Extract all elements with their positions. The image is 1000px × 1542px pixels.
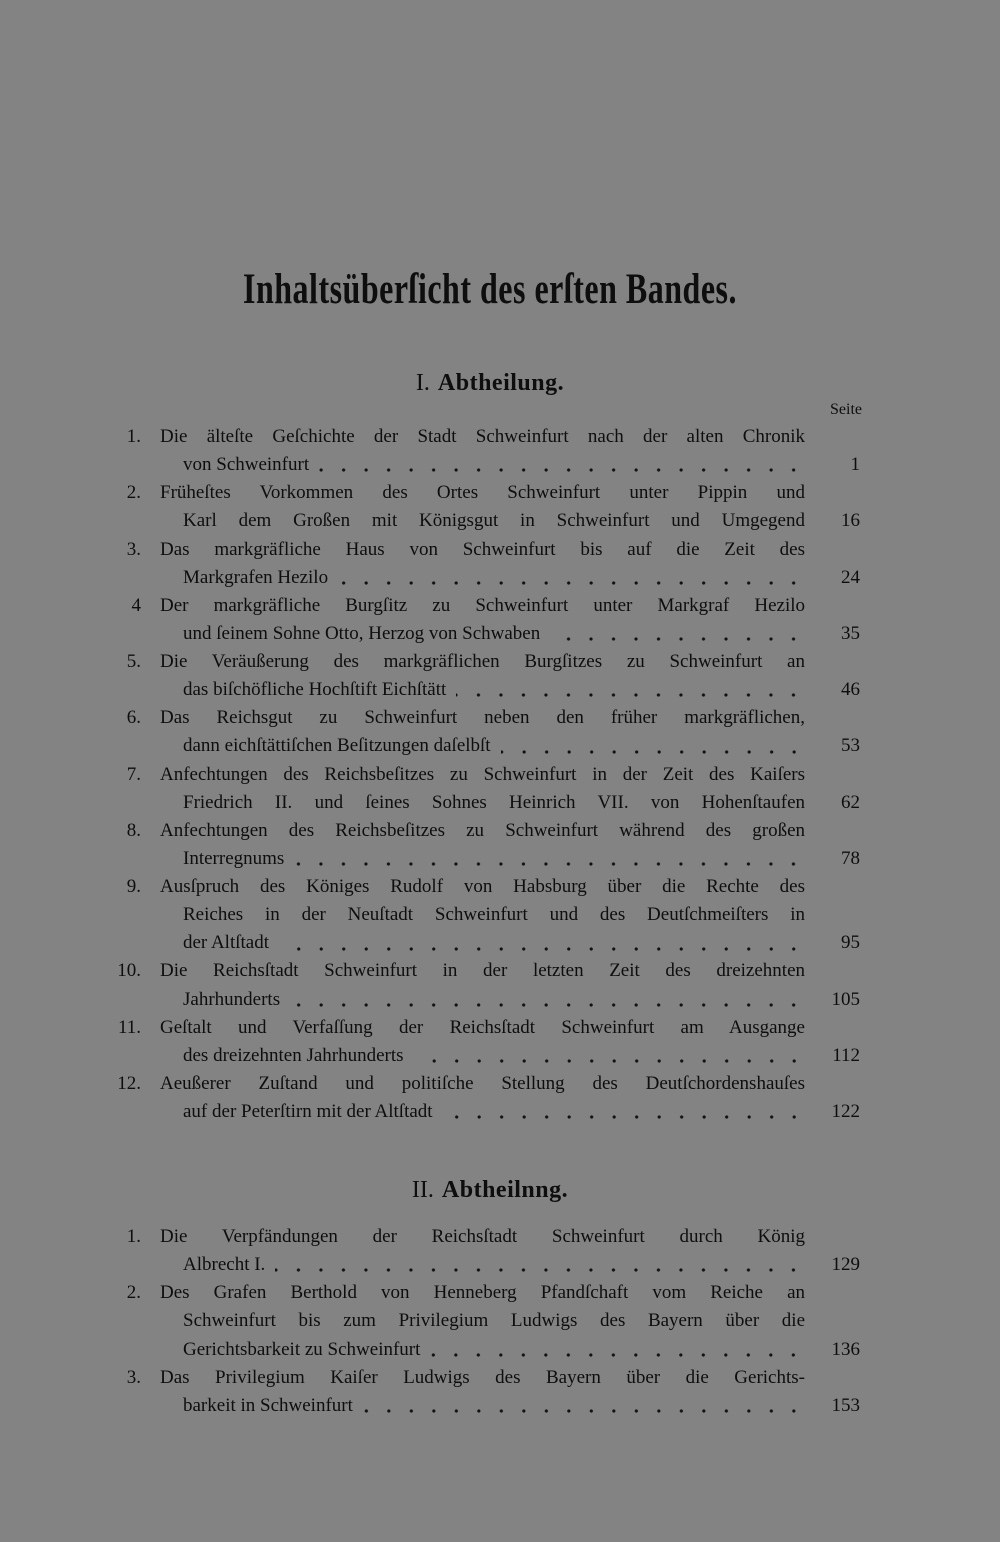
toc-entry xyxy=(0,1364,1000,1420)
section-heading xyxy=(0,368,980,398)
entry-text: Das Privilegium Kaiſer Ludwigs des Bayern über die Gerichts- xyxy=(160,1366,805,1388)
page-column-label: Seite xyxy=(830,401,862,418)
entry-text: Des Grafen Berthold von Henneberg Pfandſchaft vom Reiche an xyxy=(160,1282,805,1304)
page-number: 95 xyxy=(841,932,860,954)
toc-list xyxy=(0,1223,1000,1420)
entry-line xyxy=(183,1307,805,1335)
entry-text: Ausſpruch des Königes Rudolf von Habsburg über die Rechte des xyxy=(160,876,805,897)
entry-text: des dreizehnten Jahrhunderts xyxy=(183,1044,404,1066)
dot-leader xyxy=(290,986,805,1014)
entry-line xyxy=(183,564,860,592)
entry-line xyxy=(160,423,805,451)
entry-number: 2. xyxy=(126,1282,141,1304)
dot-leader xyxy=(443,1098,805,1126)
entry-text: Geſtalt und Verfaſſung der Reichsſtadt Schweinfurt am Ausgange xyxy=(160,1016,805,1038)
dot-leader xyxy=(414,1042,805,1070)
entry-text: Karl dem Großen mit Königsgut in Schweinfurt und Umgegend xyxy=(183,510,805,532)
entry-text: Anfechtungen des Reichsbeſitzes zu Schweinfurt während des großen xyxy=(160,819,805,841)
entry-text: dann eichſtättiſchen Beſitzungen daſelbſt xyxy=(183,735,491,757)
entry-number: 5. xyxy=(126,651,141,672)
page-number: 136 xyxy=(831,1338,860,1360)
entry-number: 2. xyxy=(126,482,141,504)
entry-text: Früheſtes Vorkommen des Ortes Schweinfurt unter Pippin und xyxy=(160,482,805,504)
toc-entry xyxy=(0,423,1000,479)
dot-leader xyxy=(550,620,805,648)
dot-leader xyxy=(363,1392,805,1420)
entry-number: 1. xyxy=(126,1226,141,1247)
dot-leader xyxy=(294,845,805,873)
toc-entry xyxy=(0,536,1000,592)
entry-number: 12. xyxy=(117,1072,141,1094)
entry-number: 9. xyxy=(126,876,141,897)
toc-entry xyxy=(0,817,1000,873)
page-number: 78 xyxy=(841,847,860,869)
page-number: 129 xyxy=(831,1254,860,1276)
toc-entry xyxy=(0,592,1000,648)
entry-text: Markgrafen Hezilo xyxy=(183,566,329,588)
entry-line xyxy=(160,1364,805,1392)
entry-line xyxy=(183,507,860,535)
entry-number: 6. xyxy=(126,707,141,729)
section-title: Abtheilnng. xyxy=(441,1177,569,1203)
page-number: 46 xyxy=(841,679,860,701)
entry-number: 4 xyxy=(131,594,141,616)
page-number: 112 xyxy=(832,1044,860,1066)
toc-list xyxy=(0,423,1000,1126)
entry-text: Das markgräfliche Haus von Schweinfurt bis auf die Zeit des xyxy=(160,538,805,560)
page-title xyxy=(0,253,1000,323)
entry-text: Friedrich II. und ſeines Sohnes Heinrich VII. von Hohenſtaufen xyxy=(183,791,805,813)
dot-leader xyxy=(501,732,805,760)
entry-number: 10. xyxy=(117,960,141,982)
entry-number: 7. xyxy=(126,763,141,785)
dot-leader xyxy=(279,929,805,957)
entry-number: 11. xyxy=(117,1016,141,1038)
entry-line xyxy=(160,704,805,732)
entry-text: Das Reichsgut zu Schweinfurt neben den früher markgräflichen, xyxy=(160,707,805,729)
entry-number: 3. xyxy=(126,538,141,560)
page-number: 122 xyxy=(831,1101,860,1122)
entry-line xyxy=(183,901,805,929)
entry-line xyxy=(160,1223,805,1251)
toc-entry xyxy=(0,648,1000,704)
page-number: 105 xyxy=(831,988,860,1010)
entry-text: auf der Peterſtirn mit der Altſtadt xyxy=(183,1101,433,1122)
page-number: 24 xyxy=(841,566,860,588)
entry-text: der Altſtadt xyxy=(183,932,270,954)
entry-text: Schweinfurt bis zum Privilegium Ludwigs des Bayern über die xyxy=(183,1310,805,1332)
toc-entry xyxy=(0,873,1000,957)
entry-line xyxy=(183,1098,860,1126)
toc-entry xyxy=(0,1279,1000,1363)
toc-entry xyxy=(0,1014,1000,1070)
section-numeral: I. xyxy=(415,370,430,396)
entry-text: Reiches in der Neuſtadt Schweinfurt und des Deutſchmeiſters in xyxy=(183,904,805,926)
section-title: Abtheilung. xyxy=(437,370,565,396)
entry-line xyxy=(183,732,860,760)
section-numeral: II. xyxy=(411,1177,434,1203)
entry-line xyxy=(160,761,805,789)
entry-number: 3. xyxy=(126,1366,141,1388)
entry-text: und ſeinem Sohne Otto, Herzog von Schwaben xyxy=(183,622,541,644)
entry-line xyxy=(183,929,860,957)
entry-line xyxy=(183,620,860,648)
entry-line xyxy=(160,1279,805,1307)
dot-leader xyxy=(338,564,805,592)
entry-text: Der markgräfliche Burgſitz zu Schweinfurt unter Markgraf Hezilo xyxy=(160,594,805,616)
page-number: 153 xyxy=(831,1394,860,1416)
dot-leader xyxy=(430,1336,805,1364)
entry-text: von Schweinfurt xyxy=(183,454,310,476)
entry-line xyxy=(160,479,805,507)
entry-text: Die älteſte Geſchichte der Stadt Schweinfurt nach der alten Chronik xyxy=(160,426,805,447)
entry-line xyxy=(160,873,805,901)
page-number: 35 xyxy=(841,622,860,644)
entry-text: Jahrhunderts xyxy=(183,988,281,1010)
entry-text: Interregnums xyxy=(183,847,285,869)
entry-text: Die Reichsſtadt Schweinfurt in der letzten Zeit des dreizehnten xyxy=(160,960,805,982)
dot-leader xyxy=(319,451,805,479)
dot-leader xyxy=(456,676,805,704)
toc-entry xyxy=(0,1070,1000,1126)
entry-text: barkeit in Schweinfurt xyxy=(183,1394,353,1416)
page-number: 16 xyxy=(841,510,860,532)
toc-entry xyxy=(0,957,1000,1013)
entry-line xyxy=(160,1014,805,1042)
section-heading xyxy=(0,1175,980,1205)
page-number: 53 xyxy=(841,735,860,757)
entry-line xyxy=(183,676,860,704)
toc-entry xyxy=(0,479,1000,535)
entry-line xyxy=(183,845,860,873)
entry-line xyxy=(160,648,805,676)
entry-line xyxy=(183,986,860,1014)
entry-text: Anfechtungen des Reichsbeſitzes zu Schweinfurt in der Zeit des Kaiſers xyxy=(160,763,805,785)
dot-leader xyxy=(275,1251,805,1279)
entry-line xyxy=(183,1392,860,1420)
entry-number: 1. xyxy=(126,426,141,447)
entry-text: Aeußerer Zuſtand und politiſche Stellung des Deutſchordenshauſes xyxy=(160,1072,805,1094)
entry-line xyxy=(183,789,860,817)
toc-entry xyxy=(0,704,1000,760)
entry-line xyxy=(160,957,805,985)
entry-text: Albrecht I. xyxy=(183,1254,266,1276)
entry-number: 8. xyxy=(126,819,141,841)
toc-entry xyxy=(0,1223,1000,1279)
entry-text: Die Veräußerung des markgräflichen Burgſitzes zu Schweinfurt an xyxy=(160,651,805,672)
entry-line xyxy=(183,1042,860,1070)
entry-line xyxy=(160,817,805,845)
toc-entry xyxy=(0,761,1000,817)
entry-text: das biſchöfliche Hochſtift Eichſtätt xyxy=(183,679,447,701)
entry-line xyxy=(160,536,805,564)
page-title-text: Inhaltsüberſicht des erſten Bandes. xyxy=(243,263,737,313)
page-number: 1 xyxy=(850,454,860,476)
entry-text: Gerichtsbarkeit zu Schweinfurt xyxy=(183,1338,421,1360)
entry-line xyxy=(160,1070,805,1098)
entry-text: Die Verpfändungen der Reichsſtadt Schweinfurt durch König xyxy=(160,1226,805,1247)
entry-line xyxy=(183,1251,860,1279)
page-number: 62 xyxy=(841,791,860,813)
entry-line xyxy=(183,1336,860,1364)
entry-line xyxy=(160,592,805,620)
entry-line xyxy=(183,451,860,479)
